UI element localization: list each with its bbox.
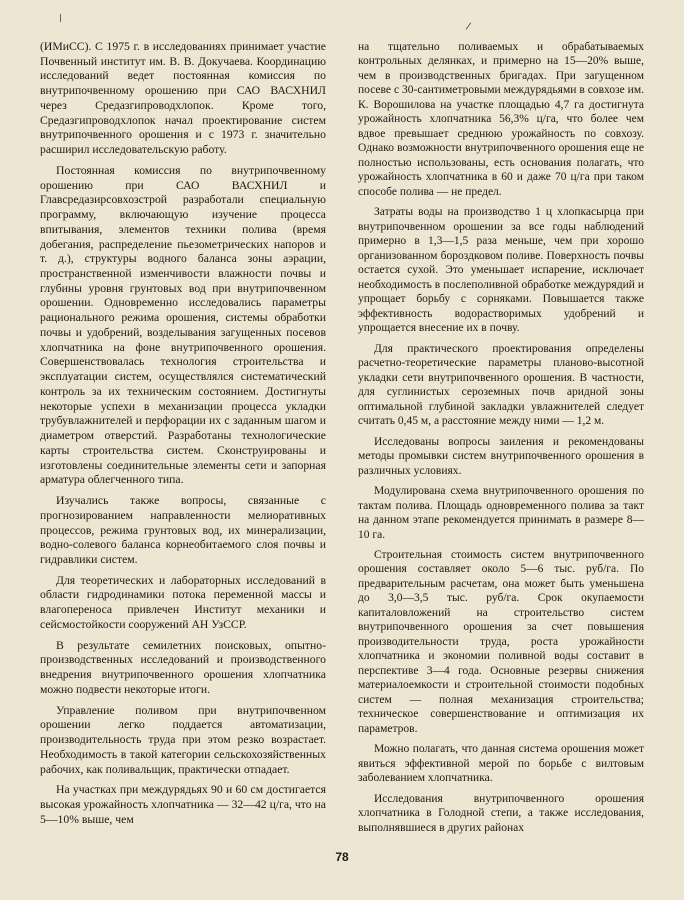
page-number: 78 bbox=[335, 850, 349, 864]
paragraph: Для теоретических и лабораторных исследований в области гидродинамики потока переменной массы и влагопереноса привлечен Институт механики и сейсмостойкости сооружений АН УзССР. bbox=[40, 573, 326, 631]
paragraph: Строительная стоимость систем внутрипочвенного орошения составляет около 5—6 тыс. руб/га. По предварительным расчетам, она может быть уменьшена до 3,0—3,5 тыс. руб/га. Срок окупаемости капиталовложений на строительство систем внутрипочвенного орошения за счет повышения производительности труда, роста урожайности хлопчатника и экономии поливной воды составит в перспективе 3—4 года. Основные резервы снижения материалоемкости и строительной стоимости подобных систем — полная механизация строительства; техническое совершенствование и оптимизация их параметров. bbox=[358, 548, 644, 735]
paragraph: (ИМиСС). С 1975 г. в исследованиях принимает участие Почвенный институт им. В. В. Докучаева. Координацию исследований ведет постоянная комиссия по внутрипочвенному орошению при САО ВАСХНИЛ через Средазгипроводхлопок. Кроме того, Средазгипроводхлопок начал проектирование систем внутрипочвенного орошения и с 1973 г. значительно расширил исследовательскую работу. bbox=[40, 40, 326, 157]
scan-mark-right bbox=[466, 22, 471, 29]
paragraph: На участках при междурядьях 90 и 60 см достигается высокая урожайность хлопчатника — 32—42 ц/га, что на 5—10% выше, чем bbox=[40, 783, 326, 826]
right-column bbox=[358, 40, 644, 841]
paragraph: Модулирована схема внутрипочвенного орошения по тактам полива. Площадь одновременного полива за такт на данном этапе рекомендуется принимать в размере 8—10 га. bbox=[358, 485, 644, 541]
paragraph: Исследованы вопросы заиления и рекомендованы методы промывки систем внутрипочвенного орошения в различных условиях. bbox=[358, 435, 644, 477]
paragraph: Затраты воды на производство 1 ц хлопкасырца при внутрипочвенном орошении за все годы наблюдений примерно в 1,3—1,5 раза меньше, чем при хорошо организованном бороздковом поливе. Поверхность почвы остается сухой. Это уменьшает испарение, исключает необходимость в послеполивной обработке междурядий и упрощает борьбу с сорняками. Повышается также эффективность водорастворимых удобрений и упрощается внесение их в почву. bbox=[358, 206, 644, 335]
paragraph: Постоянная комиссия по внутрипочвенному орошению при САО ВАСХНИЛ и Главсредазирсовхозстрой разработали специальную программу, включающую изучение процесса впитывания, элементов техники полива (время добегания, распределение пьезометрических напоров и т. д.), структуры водного баланса зоны аэрации, пространственной изменчивости влажности почвы и глубины уровня грунтовых вод при внутрипочвенном орошении. Одновременно исследовались параметры рационального режима орошения, системы обработки почвы и удобрений, возделывания загущенных посевов хлопчатника на фоне внутрипочвенного орошения. Совершенствовалась технология строительства и эксплуатации систем, осуществлялся систематический контроль за их техническим состоянием. Достигнуты некоторые успехи в механизации процесса укладки трубувлажнителей и перфорации их с заданным шагом и диаметром отверстий. Разработаны технологические карты строительства систем. Сконструированы и изготовлены соединительные элементы сети и запорная арматура облегченного типа. bbox=[40, 163, 326, 487]
scan-mark-left bbox=[60, 14, 61, 22]
paragraph: В результате семилетних поисковых, опытно-производственных исследований и производственного внедрения внутрипочвенного орошения хлопчатника можно подвести некоторые итоги. bbox=[40, 638, 326, 696]
paragraph: Исследования внутрипочвенного орошения хлопчатника в Голодной степи, а также исследования, выполнявшиеся в других районах bbox=[358, 792, 644, 834]
paragraph: Управление поливом при внутрипочвенном орошении легко поддается автоматизации, производительность труда при этом резко возрастает. Необходимость в такой категории сельскохозяйственных рабочих, как поливальщик, практически отпадает. bbox=[40, 703, 326, 776]
paragraph: Можно полагать, что данная система орошения может явиться эффективной мерой по борьбе с вилтовым заболеванием хлопчатника. bbox=[358, 743, 644, 785]
paragraph: Для практического проектирования определены расчетно-теоретические параметры планово-высотной укладки сети внутрипочвенного орошения. В частности, для суглинистых сероземных почв аридной зоны оптимальной глубиной закладки увлажнителей следует считать 0,45 м, а расстояние между ними — 1,2 м. bbox=[358, 342, 644, 428]
left-column bbox=[40, 40, 326, 833]
paragraph: Изучались также вопросы, связанные с прогнозированием направленности мелиоративных процессов, режима грунтовых вод, их минерализации, водно-солевого баланса корнеобитаемого слоя почвы и гидравлики систем. bbox=[40, 494, 326, 566]
paragraph: на тщательно поливаемых и обрабатываемых контрольных делянках, и примерно на 15—20% выше, чем в производственных бригадах. При загущенном посеве с 30-сантиметровыми междурядьями в совхозе им. К. Ворошилова на участке площадью 4,7 га достигнута урожайность хлопчатника 56,3% ц/га, что более чем вдвое превышает среднюю урожайность по совхозу. Однако возможности внутрипочвенного орошения еще не полностью использованы, есть основания полагать, что урожайность хлопчатника в 60 и даже 70 ц/га при таком способе полива — не предел. bbox=[358, 41, 644, 198]
